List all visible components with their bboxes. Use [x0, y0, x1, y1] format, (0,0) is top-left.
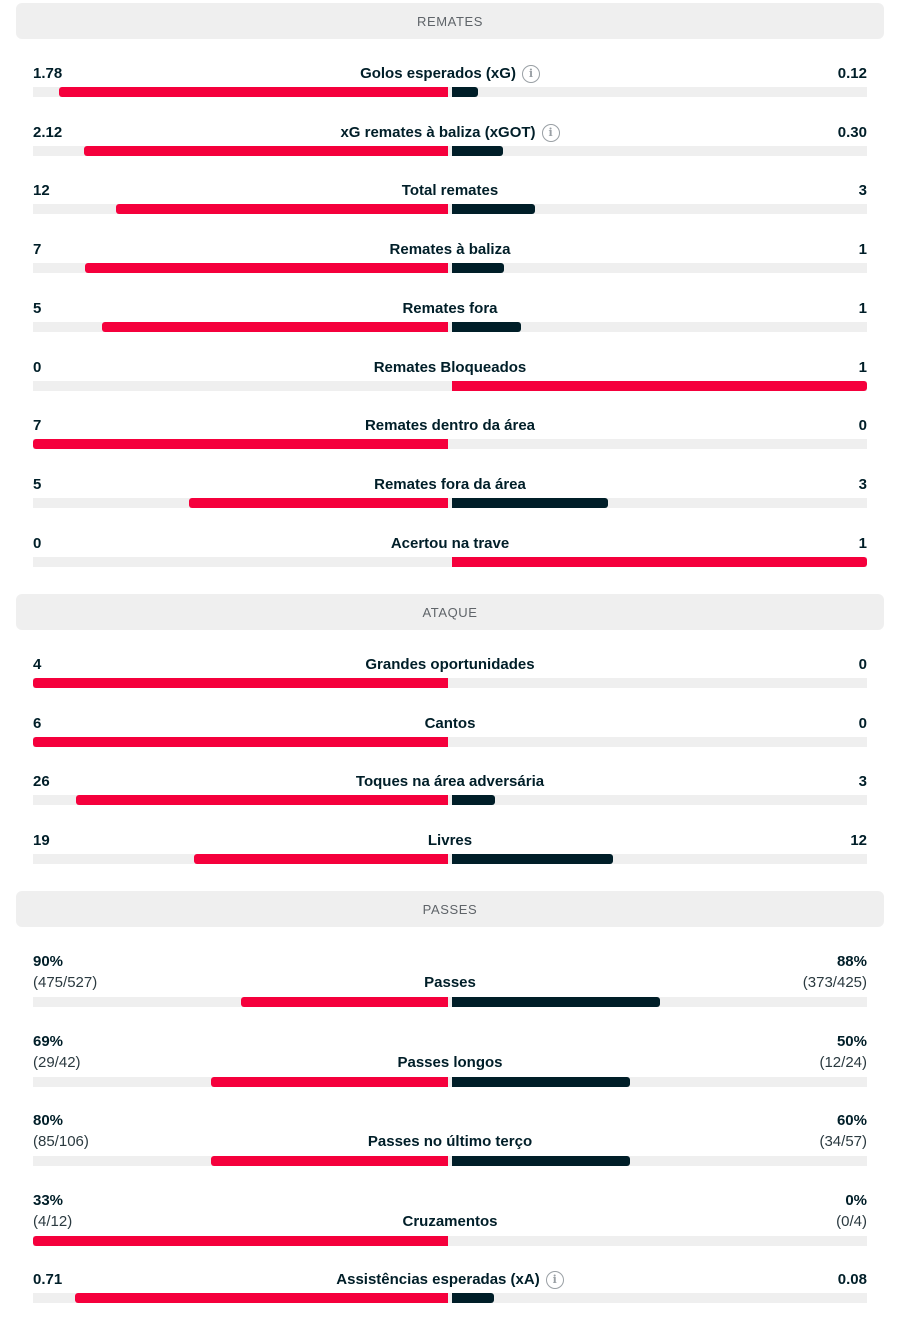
stat-label [33, 1213, 867, 1231]
away-value-main: 3 [858, 475, 867, 493]
stat-row [33, 832, 867, 870]
home-value-main: 80% [33, 1112, 64, 1129]
home-bar-fill [33, 1236, 448, 1246]
stat-label [33, 65, 867, 83]
home-bar-fill [33, 737, 448, 747]
stat-label-text: Grandes oportunidades [365, 656, 535, 673]
stat-label [33, 476, 867, 494]
home-bar-fill [211, 1077, 448, 1087]
stat-row [33, 656, 867, 694]
stat-label [33, 124, 867, 142]
section-header-0: REMATES [16, 3, 884, 39]
home-value-main: 0 [33, 534, 42, 552]
stat-row [33, 1112, 867, 1170]
stat-label-text: Remates fora [402, 299, 498, 317]
stat-label [33, 974, 867, 992]
stat-label-text: Remates à baliza [389, 241, 511, 259]
away-value-main: 12 [850, 832, 867, 850]
away-value-main: 88% [836, 953, 867, 970]
away-value-main: 60% [836, 1112, 867, 1129]
comparison-bar [33, 795, 867, 805]
info-icon[interactable]: i [546, 1271, 564, 1289]
stat-label-text: Livres [427, 832, 473, 850]
comparison-bar [33, 87, 867, 97]
comparison-bar [33, 997, 867, 1007]
stat-row [33, 1271, 867, 1309]
stat-row [33, 124, 867, 162]
stat-label-text: Passes no último terço [367, 1133, 533, 1150]
comparison-bar [33, 1156, 867, 1166]
home-value-main: 0.71 [33, 1271, 63, 1288]
home-bar-fill [241, 997, 449, 1007]
away-bar-fill [452, 1156, 630, 1166]
away-bar-fill [452, 557, 867, 567]
comparison-bar [33, 146, 867, 156]
stat-row [33, 300, 867, 338]
comparison-bar [33, 1293, 867, 1303]
home-value-main: 2.12 [33, 123, 63, 141]
home-value-main: 33% [33, 1191, 64, 1209]
stat-row [33, 65, 867, 103]
stat-row [33, 773, 867, 811]
comparison-bar [33, 1236, 867, 1246]
home-value-main: 26 [33, 773, 50, 791]
stat-label-text: Assistências esperadas (xA) [336, 1271, 540, 1288]
home-bar-fill [116, 204, 448, 214]
comparison-bar [33, 322, 867, 332]
home-bar-fill [76, 795, 448, 805]
stat-label [33, 417, 867, 435]
stat-label [33, 359, 867, 377]
stat-label-text: xG remates à baliza (xGOT) [340, 123, 536, 141]
stat-label-text: Toques na área adversária [355, 773, 545, 791]
away-value-detail: (34/57) [819, 1133, 867, 1150]
stat-label-text: Remates fora da área [374, 475, 526, 493]
away-value-main: 0.08 [837, 1271, 867, 1288]
stat-row [33, 241, 867, 279]
stat-label [33, 1133, 867, 1151]
stat-label [33, 300, 867, 318]
away-value-main: 0.30 [837, 123, 867, 141]
comparison-bar [33, 737, 867, 747]
away-value-main: 3 [858, 182, 867, 200]
stat-label [33, 656, 867, 674]
home-bar-fill [59, 87, 448, 97]
home-bar-fill [85, 263, 448, 273]
stat-label-text: Cruzamentos [402, 1212, 498, 1230]
home-value-main: 6 [33, 714, 42, 732]
away-bar-fill [452, 1077, 630, 1087]
home-value-main: 7 [33, 417, 42, 435]
home-bar-fill [211, 1156, 448, 1166]
home-value-main: 4 [33, 656, 42, 673]
home-bar-fill [194, 854, 448, 864]
away-value-main: 0% [845, 1191, 867, 1209]
away-bar-fill [452, 87, 478, 97]
stat-label-text: Cantos [424, 714, 476, 732]
away-value-main: 0 [858, 656, 867, 673]
stat-row [33, 182, 867, 220]
stat-row [33, 417, 867, 455]
stat-row [33, 476, 867, 514]
away-value-main: 0.12 [837, 65, 867, 82]
home-bar-fill [84, 146, 448, 156]
info-icon[interactable]: i [542, 124, 560, 142]
away-value-main: 1 [858, 534, 867, 552]
home-value-main: 7 [33, 241, 42, 259]
stat-label [33, 1271, 867, 1289]
comparison-bar [33, 1077, 867, 1087]
stat-label-text: Total remates [401, 182, 499, 200]
home-value-main: 12 [33, 182, 50, 200]
home-bar-fill [75, 1293, 448, 1303]
home-bar-fill [189, 498, 448, 508]
home-value-main: 69% [33, 1032, 64, 1050]
away-bar-fill [452, 322, 521, 332]
away-bar-fill [452, 854, 613, 864]
away-bar-fill [452, 381, 867, 391]
home-value-main: 5 [33, 475, 42, 493]
section-header-2: PASSES [16, 891, 884, 927]
away-value-main: 0 [858, 417, 867, 435]
section-header-1: ATAQUE [16, 594, 884, 630]
away-bar-fill [452, 795, 495, 805]
comparison-bar [33, 854, 867, 864]
stat-label-text: Passes [424, 974, 476, 991]
stat-label [33, 241, 867, 259]
home-bar-fill [33, 439, 448, 449]
stat-label-text: Passes longos [397, 1053, 503, 1071]
stat-label-text: Acertou na trave [390, 534, 510, 552]
stat-label-text: Golos esperados (xG) [360, 65, 516, 82]
comparison-bar [33, 204, 867, 214]
home-value-detail: (4/12) [33, 1212, 73, 1230]
home-bar-fill [102, 322, 448, 332]
away-value-main: 3 [858, 773, 867, 791]
away-value-detail: (12/24) [819, 1053, 867, 1071]
stat-label [33, 1054, 867, 1072]
info-icon[interactable]: i [522, 65, 540, 83]
home-value-main: 0 [33, 358, 42, 376]
away-bar-fill [452, 498, 608, 508]
stat-label [33, 182, 867, 200]
away-value-main: 1 [858, 299, 867, 317]
stat-row [33, 1192, 867, 1250]
comparison-bar [33, 557, 867, 567]
stat-label-text: Remates dentro da área [364, 417, 536, 435]
away-bar-fill [452, 204, 535, 214]
stat-row [33, 535, 867, 573]
stat-label [33, 832, 867, 850]
stat-row [33, 715, 867, 753]
away-value-main: 0 [858, 714, 867, 732]
home-value-main: 1.78 [33, 65, 63, 82]
away-value-detail: (373/425) [802, 974, 867, 991]
home-value-detail: (475/527) [33, 974, 98, 991]
stat-label [33, 535, 867, 553]
home-value-main: 5 [33, 299, 42, 317]
home-value-detail: (85/106) [33, 1133, 89, 1150]
stat-row [33, 1033, 867, 1091]
away-bar-fill [452, 146, 503, 156]
stat-label [33, 715, 867, 733]
stat-row [33, 953, 867, 1011]
stat-row [33, 359, 867, 397]
comparison-bar [33, 678, 867, 688]
away-value-main: 1 [858, 358, 867, 376]
away-value-main: 1 [858, 241, 867, 259]
home-value-detail: (29/42) [33, 1053, 81, 1071]
stat-label [33, 773, 867, 791]
comparison-bar [33, 498, 867, 508]
away-bar-fill [452, 997, 660, 1007]
comparison-bar [33, 381, 867, 391]
away-bar-fill [452, 263, 504, 273]
away-value-main: 50% [836, 1032, 867, 1050]
home-value-main: 19 [33, 832, 50, 850]
home-value-main: 90% [33, 953, 64, 970]
stat-label-text: Remates Bloqueados [373, 358, 527, 376]
home-bar-fill [33, 678, 448, 688]
comparison-bar [33, 263, 867, 273]
away-bar-fill [452, 1293, 494, 1303]
comparison-bar [33, 439, 867, 449]
away-value-detail: (0/4) [836, 1212, 867, 1230]
